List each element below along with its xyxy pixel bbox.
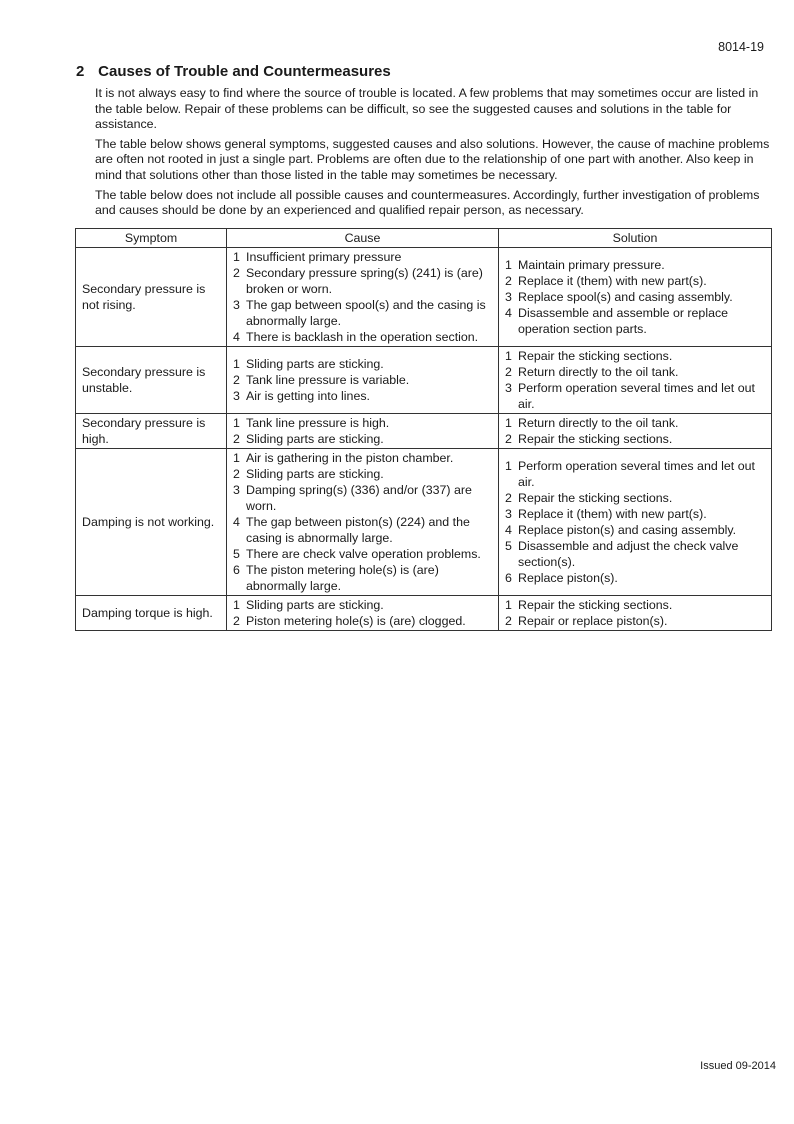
- item-text: The gap between piston(s) (224) and the casing is abnormally large.: [246, 515, 470, 545]
- intro-paragraph: It is not always easy to find where the source of trouble is located. A few problems that may sometimes occur are listed in the table below. Repair of these problems can be difficult, so see the suggested causes and solutions in the table for assistance.: [95, 86, 759, 132]
- item-number: 2: [233, 373, 240, 387]
- solution-list: [505, 415, 765, 447]
- solution-item: [505, 415, 765, 431]
- item-number: 1: [505, 258, 512, 272]
- item-number: 3: [505, 381, 512, 395]
- page-number: 8014-19: [718, 40, 764, 54]
- solution-list: [505, 597, 765, 629]
- solution-item: [505, 538, 765, 570]
- table-row: [76, 248, 772, 347]
- cause-list: [233, 415, 492, 447]
- solution-item: [505, 506, 765, 522]
- cause-list: [233, 249, 492, 345]
- item-number: 3: [233, 483, 240, 497]
- item-number: 1: [233, 250, 240, 264]
- item-number: 2: [505, 614, 512, 628]
- cause-list: [233, 356, 492, 404]
- cause-item: [233, 562, 492, 594]
- item-text: Repair the sticking sections.: [518, 432, 673, 446]
- cause-item: [233, 415, 492, 431]
- solution-item: [505, 522, 765, 538]
- item-number: 1: [233, 598, 240, 612]
- cause-item: [233, 329, 492, 345]
- solution-cell: [499, 449, 772, 596]
- cause-cell: [227, 248, 499, 347]
- item-text: Replace it (them) with new part(s).: [518, 507, 707, 521]
- intro-paragraph: The table below shows general symptoms, suggested causes and also solutions. However, the cause of machine problems are often not rooted in just a single part. Problems are often due to the relationship of one part with another. Also keep in mind that solutions other than those listed in the table may sometimes be necessary.: [95, 136, 770, 182]
- cause-cell: [227, 414, 499, 449]
- cause-item: [233, 613, 492, 629]
- solution-list: [505, 348, 765, 412]
- cause-item: [233, 265, 492, 297]
- item-text: Repair the sticking sections.: [518, 349, 673, 363]
- item-text: Piston metering hole(s) is (are) clogged.: [246, 614, 466, 628]
- cause-item: [233, 297, 492, 329]
- cause-cell: [227, 449, 499, 596]
- cause-item: [233, 546, 492, 562]
- item-number: 2: [233, 467, 240, 481]
- solution-item: [505, 273, 765, 289]
- item-text: Air is gathering in the piston chamber.: [246, 451, 454, 465]
- item-text: Sliding parts are sticking.: [246, 467, 384, 481]
- item-text: Repair the sticking sections.: [518, 491, 673, 505]
- table-body: [76, 248, 772, 631]
- symptom-cell: Secondary pressure is not rising.: [76, 248, 227, 347]
- solution-item: [505, 348, 765, 364]
- symptom-cell: Secondary pressure is unstable.: [76, 347, 227, 414]
- item-text: Sliding parts are sticking.: [246, 432, 384, 446]
- item-number: 4: [505, 306, 512, 320]
- item-number: 4: [233, 515, 240, 529]
- item-text: Disassemble and adjust the check valve section(s).: [518, 539, 739, 569]
- cause-item: [233, 372, 492, 388]
- item-number: 6: [233, 563, 240, 577]
- item-number: 3: [233, 389, 240, 403]
- item-number: 4: [233, 330, 240, 344]
- cause-item: [233, 514, 492, 546]
- solution-item: [505, 305, 765, 337]
- item-text: Damping spring(s) (336) and/or (337) are worn.: [246, 483, 472, 513]
- symptom-cell: Damping torque is high.: [76, 596, 227, 631]
- item-number: 2: [505, 491, 512, 505]
- symptom-cell: Damping is not working.: [76, 449, 227, 596]
- solution-cell: [499, 414, 772, 449]
- item-text: The gap between spool(s) and the casing is abnormally large.: [246, 298, 486, 328]
- cause-item: [233, 597, 492, 613]
- item-number: 1: [233, 451, 240, 465]
- troubleshooting-table: [75, 228, 772, 631]
- issued-date: Issued 09-2014: [700, 1060, 776, 1072]
- item-number: 1: [233, 416, 240, 430]
- item-number: 2: [505, 274, 512, 288]
- item-text: The piston metering hole(s) is (are) abnormally large.: [246, 563, 439, 593]
- table-row: [76, 347, 772, 414]
- cause-item: [233, 431, 492, 447]
- intro-paragraph: The table below does not include all possible causes and countermeasures. Accordingly, further investigation of problems and causes should be done by an experienced and qualified repair person, as necessary.: [95, 187, 760, 218]
- solution-item: [505, 570, 765, 586]
- item-text: There is backlash in the operation section.: [246, 330, 479, 344]
- solution-item: [505, 364, 765, 380]
- item-text: Insufficient primary pressure: [246, 250, 402, 264]
- cause-list: [233, 450, 492, 594]
- header-solution: Solution: [499, 229, 772, 248]
- item-text: Repair or replace piston(s).: [518, 614, 668, 628]
- item-text: Repair the sticking sections.: [518, 598, 673, 612]
- item-text: Perform operation several times and let out air.: [518, 381, 755, 411]
- item-number: 3: [505, 507, 512, 521]
- item-number: 2: [233, 266, 240, 280]
- solution-item: [505, 597, 765, 613]
- table-row: [76, 449, 772, 596]
- item-text: Air is getting into lines.: [246, 389, 370, 403]
- item-number: 1: [233, 357, 240, 371]
- table-row: [76, 414, 772, 449]
- cause-item: [233, 356, 492, 372]
- item-text: Disassemble and assemble or replace operation section parts.: [518, 306, 729, 336]
- item-number: 1: [505, 416, 512, 430]
- solution-cell: [499, 596, 772, 631]
- item-number: 6: [505, 571, 512, 585]
- item-text: Replace it (them) with new part(s).: [518, 274, 707, 288]
- cause-cell: [227, 347, 499, 414]
- item-number: 3: [505, 290, 512, 304]
- solution-item: [505, 613, 765, 629]
- item-number: 4: [505, 523, 512, 537]
- item-text: Perform operation several times and let out air.: [518, 459, 755, 489]
- solution-item: [505, 490, 765, 506]
- item-text: Sliding parts are sticking.: [246, 357, 384, 371]
- item-number: 3: [233, 298, 240, 312]
- solution-item: [505, 289, 765, 305]
- item-text: There are check valve operation problems.: [246, 547, 481, 561]
- cause-item: [233, 388, 492, 404]
- item-number: 5: [505, 539, 512, 553]
- intro-text: [95, 86, 777, 223]
- item-text: Tank line pressure is high.: [246, 416, 390, 430]
- header-symptom: Symptom: [76, 229, 227, 248]
- item-number: 1: [505, 349, 512, 363]
- solution-cell: [499, 347, 772, 414]
- item-number: 2: [505, 432, 512, 446]
- symptom-cell: Secondary pressure is high.: [76, 414, 227, 449]
- cause-item: [233, 466, 492, 482]
- cause-item: [233, 249, 492, 265]
- section-number: 2: [76, 63, 85, 80]
- item-number: 5: [233, 547, 240, 561]
- item-text: Return directly to the oil tank.: [518, 365, 679, 379]
- item-number: 1: [505, 598, 512, 612]
- cause-item: [233, 482, 492, 514]
- solution-item: [505, 257, 765, 273]
- item-text: Replace piston(s) and casing assembly.: [518, 523, 737, 537]
- item-text: Secondary pressure spring(s) (241) is (are) broken or worn.: [246, 266, 483, 296]
- item-number: 2: [233, 432, 240, 446]
- item-text: Return directly to the oil tank.: [518, 416, 679, 430]
- solution-item: [505, 458, 765, 490]
- section-heading: [76, 63, 391, 80]
- item-text: Maintain primary pressure.: [518, 258, 665, 272]
- item-text: Replace piston(s).: [518, 571, 618, 585]
- item-number: 2: [505, 365, 512, 379]
- item-number: 1: [505, 459, 512, 473]
- solution-list: [505, 257, 765, 337]
- item-text: Replace spool(s) and casing assembly.: [518, 290, 733, 304]
- item-text: Sliding parts are sticking.: [246, 598, 384, 612]
- table-row: [76, 596, 772, 631]
- solution-item: [505, 431, 765, 447]
- solution-cell: [499, 248, 772, 347]
- cause-list: [233, 597, 492, 629]
- solution-item: [505, 380, 765, 412]
- cause-item: [233, 450, 492, 466]
- item-number: 2: [233, 614, 240, 628]
- cause-cell: [227, 596, 499, 631]
- item-text: Tank line pressure is variable.: [246, 373, 410, 387]
- header-cause: Cause: [227, 229, 499, 248]
- section-title: Causes of Trouble and Countermeasures: [98, 63, 391, 80]
- solution-list: [505, 458, 765, 586]
- table-header-row: [76, 229, 772, 248]
